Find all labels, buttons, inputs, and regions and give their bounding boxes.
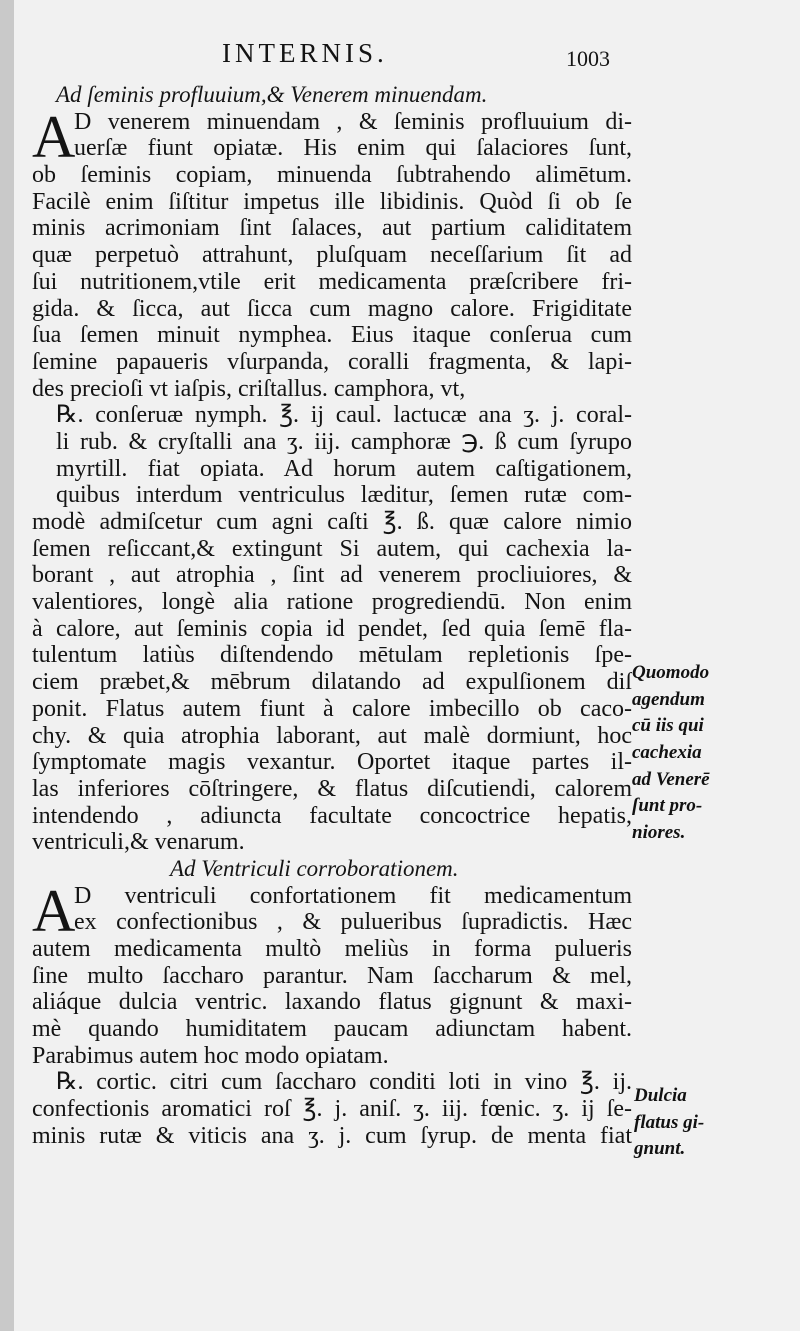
- text-line: ciem præbet,& mēbrum dilatando ad expulſionem diſ: [32, 669, 632, 696]
- text-line: intendendo , adiuncta facultate concoctrice hepatis,: [32, 802, 632, 829]
- text-line: minis acrimoniam ſint ſalaces, aut partium caliditatem: [32, 215, 632, 242]
- text-line: D ventriculi confortationem fit medicamentum: [74, 882, 632, 909]
- text-line: aliáque dulcia ventric. laxando flatus gignunt & maxi-: [32, 989, 632, 1016]
- marginal-line: Dulcia: [634, 1085, 687, 1106]
- text-line: ſymptomate magis vexantur. Oportet itaque partes il-: [32, 749, 632, 776]
- section1-paragraph-start: [32, 103, 632, 170]
- text-line: à calore, aut ſeminis copia id pendet, ſed quia ſemē fla-: [32, 615, 632, 642]
- text-line: uerſæ fiunt opiatæ. His enim qui ſalaciores ſunt,: [74, 135, 632, 162]
- text-line: valentiores, longè alia ratione progrediendū. Non enim: [32, 589, 632, 616]
- marginal-line: ſunt pro-: [632, 795, 703, 817]
- marginal-note-cachexia: [632, 660, 710, 847]
- text-line: quibus interdum ventriculus læditur, ſemen rutæ com-: [56, 482, 632, 509]
- text-line: Facilè enim ſiſtitur impetus ille libidinis. Quòd ſi ob ſe: [32, 188, 632, 215]
- text-line: gida. & ſicca, aut ſicca cum magno calore. Frigiditate: [32, 295, 632, 322]
- text-line: ob ſeminis copiam, minuenda ſubtrahendo alimētum.: [32, 162, 632, 189]
- text-line: confectionis aromatici roſ ℥. j. aniſ. ʒ. iij. fœnic. ʒ. ij ſe-: [32, 1096, 632, 1123]
- marginal-line: Quomodo: [632, 662, 710, 683]
- text-line: ex confectionibus , & pulueribus ſupradictis. Hæc: [74, 909, 632, 936]
- text-line: Parabimus autem hoc modo opiatam.: [32, 1042, 389, 1069]
- page-gutter-shadow: [0, 0, 14, 1331]
- text-line: ventriculi,& venarum.: [32, 829, 245, 856]
- text-line: tulentum latiùs diſtendendo mētulam repletionis ſpe-: [32, 642, 632, 669]
- text-line: ſui nutritionem,vtile erit medicamenta præſcribere fri-: [32, 268, 632, 295]
- text-line: quæ perpetuò attrahunt, pluſquam neceſſarium ſit ad: [32, 242, 632, 269]
- body-text: [32, 82, 632, 1150]
- page-header: [0, 38, 800, 78]
- marginal-line: gnunt.: [634, 1138, 686, 1160]
- marginal-line: flatus gi-: [634, 1111, 705, 1133]
- text-line: ſemine papaueris vſurpanda, coralli fragmenta, & lapi-: [32, 348, 632, 375]
- text-line: ſine multo ſaccharo parantur. Nam ſaccharum & mel,: [32, 962, 632, 989]
- marginal-line: agendum: [632, 688, 705, 710]
- text-line: borant , aut atrophia , ſint ad venerem procliuiores, &: [32, 562, 632, 589]
- text-line: modè admiſcetur cum agni caſti ℥. ß. quæ calore nimio: [32, 509, 632, 535]
- text-line: ponit. Flatus autem fiunt à calore imbecillo ob caco-: [32, 695, 632, 722]
- text-line: las inferiores cōſtringere, & flatus diſcutiendi, calorem: [32, 775, 632, 802]
- drop-capital: A: [32, 103, 76, 170]
- text-line: minis rutæ & viticis ana ʒ. j. cum ſyrup. de menta fiat: [32, 1122, 632, 1149]
- recipe-line: ℞. conſeruæ nymph. ℥. ij caul. lactucæ ana ʒ. j. coral-: [56, 402, 632, 429]
- section-heading-semen: Ad ſeminis profluuium,& Venerem minuendam.: [56, 82, 488, 107]
- text-line: ſua ſemen minuit nymphea. Eius itaque conſerua cum: [32, 322, 632, 349]
- section-heading-ventriculi: Ad Ventriculi corroborationem.: [170, 855, 459, 881]
- text-line: mè quando humiditatem paucam adiunctam habent.: [32, 1016, 632, 1043]
- marginal-line: cachexia: [632, 742, 702, 764]
- text-line: des precioſi vt iaſpis, criſtallus. camphora, vt,: [32, 375, 466, 402]
- running-title: INTERNIS.: [222, 38, 388, 68]
- marginal-line: ad Venerē: [632, 768, 710, 790]
- marginal-note-dulcia: [634, 1083, 704, 1163]
- drop-capital: A: [32, 877, 76, 944]
- marginal-line: cū iis qui: [632, 715, 704, 737]
- marginal-line: niores.: [632, 822, 686, 844]
- text-line: autem medicamenta multò meliùs in forma pulueris: [32, 936, 632, 962]
- text-line: myrtill. fiat opiata. Ad horum autem caſtigationem,: [56, 455, 632, 482]
- recipe-line: ℞. cortic. citri cum ſaccharo conditi loti in vino ℥. ij.: [56, 1069, 632, 1096]
- page-number: 1003: [566, 46, 610, 71]
- text-line: D venerem minuendam , & ſeminis profluuium di-: [74, 108, 632, 135]
- text-line: li rub. & cryſtalli ana ʒ. iij. camphoræ ℈. ß cum ſyrupo: [56, 428, 632, 455]
- text-line: ſemen reſiccant,& extingunt Si autem, qui cachexia la-: [32, 535, 632, 562]
- section2-paragraph-start: [32, 877, 632, 944]
- text-line: chy. & quia atrophia laborant, aut malè dormiunt, hoc: [32, 722, 632, 749]
